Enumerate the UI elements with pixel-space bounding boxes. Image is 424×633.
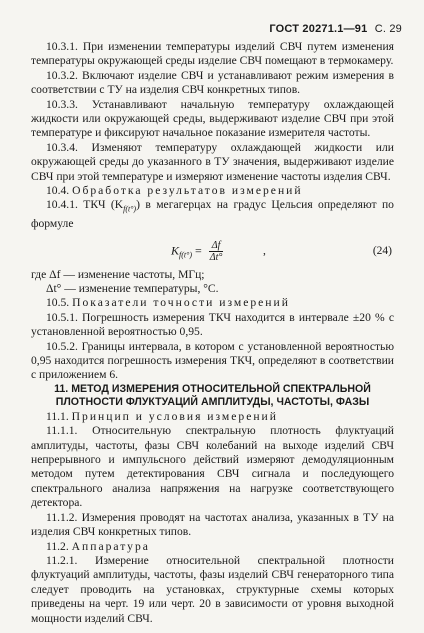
formula-comma: , [263, 243, 266, 257]
page-number: С. 29 [374, 23, 402, 35]
paragraph-10-4-1-start: 10.4.1. ТКЧ (K [46, 198, 124, 212]
heading-10-4 [31, 184, 394, 198]
heading-10-5-number: 10.5. [46, 296, 70, 310]
paragraph-11-1-1: 11.1.1. Относительную спектральную плотность флуктуаций амплитуды, частоты, фазы СВЧ колебаний на выходе изделий СВЧ непрерывного и импульсного действий измеряют демодуляционным методом путем детектирования СВЧ сигнала и последующего спектрального анализа напряжения на нагрузке соответствующего детектора. [31, 424, 394, 510]
paragraph-11-1-2: 11.1.2. Измерения проводят на частотах анализа, указанных в ТУ на изделия СВЧ конкретных типов. [31, 510, 394, 539]
formula-lhs: K [171, 242, 180, 257]
heading-10-5-title: Показатели точности измерений [72, 296, 290, 310]
where-line-2: Δt° — изменение температуры, °С. [46, 282, 219, 295]
paragraph-11-2-1: 11.2.1. Измерение относительной спектральной плотности флуктуаций амплитуды, частоты, фазы изделий СВЧ генераторного типа следует проводить на установках, структурные схемы которых приведены на черт. 19 или черт. 20 в зависимости от уровня выходной мощности изделий СВЧ. [31, 553, 394, 625]
formula-fraction [209, 240, 224, 263]
paragraph-10-3-2: 10.3.2. Включают изделие СВЧ и устанавливают режим измерения в соответствии с ТУ на изделия СВЧ конкретных типов. [31, 68, 394, 97]
heading-11-2-number: 11.2. [46, 539, 69, 553]
paragraph-10-3-4: 10.3.4. Изменяют температуру охлаждающей жидкости или окружающей среды до указанного в ТУ значения, выдерживают изделие СВЧ при этой температуре и измеряют изменение частоты изделия СВЧ. [31, 140, 394, 183]
formula-numerator: Δf [209, 240, 224, 252]
paragraph-10-5-2: 10.5.2. Границы интервала, в котором с установленной вероятностью 0,95 находится погрешность измерения ТКЧ, определяют в соответствии с приложением 6. [31, 339, 394, 382]
body-text [31, 40, 394, 626]
formula-expression [171, 240, 223, 263]
heading-10-4-number: 10.4. [46, 184, 70, 198]
standard-code: ГОСТ 20271.1—91 [269, 23, 368, 35]
heading-11-1 [31, 410, 394, 424]
heading-10-5 [31, 296, 394, 310]
formula-denominator: Δt° [209, 251, 223, 263]
paragraph-10-4-1-rest: ) в мегагерцах на градус Цельсия определяют по формуле [31, 198, 394, 231]
paragraph-10-5-1: 10.5.1. Погрешность измерения ТКЧ находится в интервале ±20 % с установленной вероятностью 0,95. [31, 310, 394, 339]
paragraph-10-3-1: 10.3.1. При изменении температуры изделий СВЧ путем изменения температуры окружающей среды изделие СВЧ помещают в термокамеру. [31, 40, 394, 68]
formula-equals: = [192, 242, 205, 257]
page-header [269, 23, 402, 35]
formula-lhs-sub: f(t°) [179, 250, 192, 260]
heading-11-2-title: Аппаратура [71, 539, 150, 553]
paragraph-10-4-1-sub: f(t°) [123, 204, 137, 214]
section-11-title: 11. МЕТОД ИЗМЕРЕНИЯ ОТНОСИТЕЛЬНОЙ СПЕКТРАЛЬНОЙ ПЛОТНОСТИ ФЛУКТУАЦИЙ АМПЛИТУДЫ, ЧАСТОТЫ, ФАЗЫ [54, 382, 371, 409]
heading-11-1-title: Принцип и условия измерений [71, 409, 278, 423]
where-line-1: где Δf — изменение частоты, МГц; [31, 267, 205, 281]
formula-number: (24) [372, 244, 392, 257]
paragraph-10-3-3: 10.3.3. Устанавливают начальную температуру охлаждающей жидкости или окружающей среды, выдерживают изделие СВЧ при этой температуре и фиксируют начальное показание измерителя частоты. [31, 97, 394, 140]
heading-11-1-number: 11.1. [46, 409, 69, 423]
paragraph-10-4-1 [31, 198, 394, 231]
heading-10-4-title: Обработка результатов измерений [72, 184, 303, 198]
heading-11-2 [31, 540, 394, 554]
formula-24 [31, 234, 394, 266]
